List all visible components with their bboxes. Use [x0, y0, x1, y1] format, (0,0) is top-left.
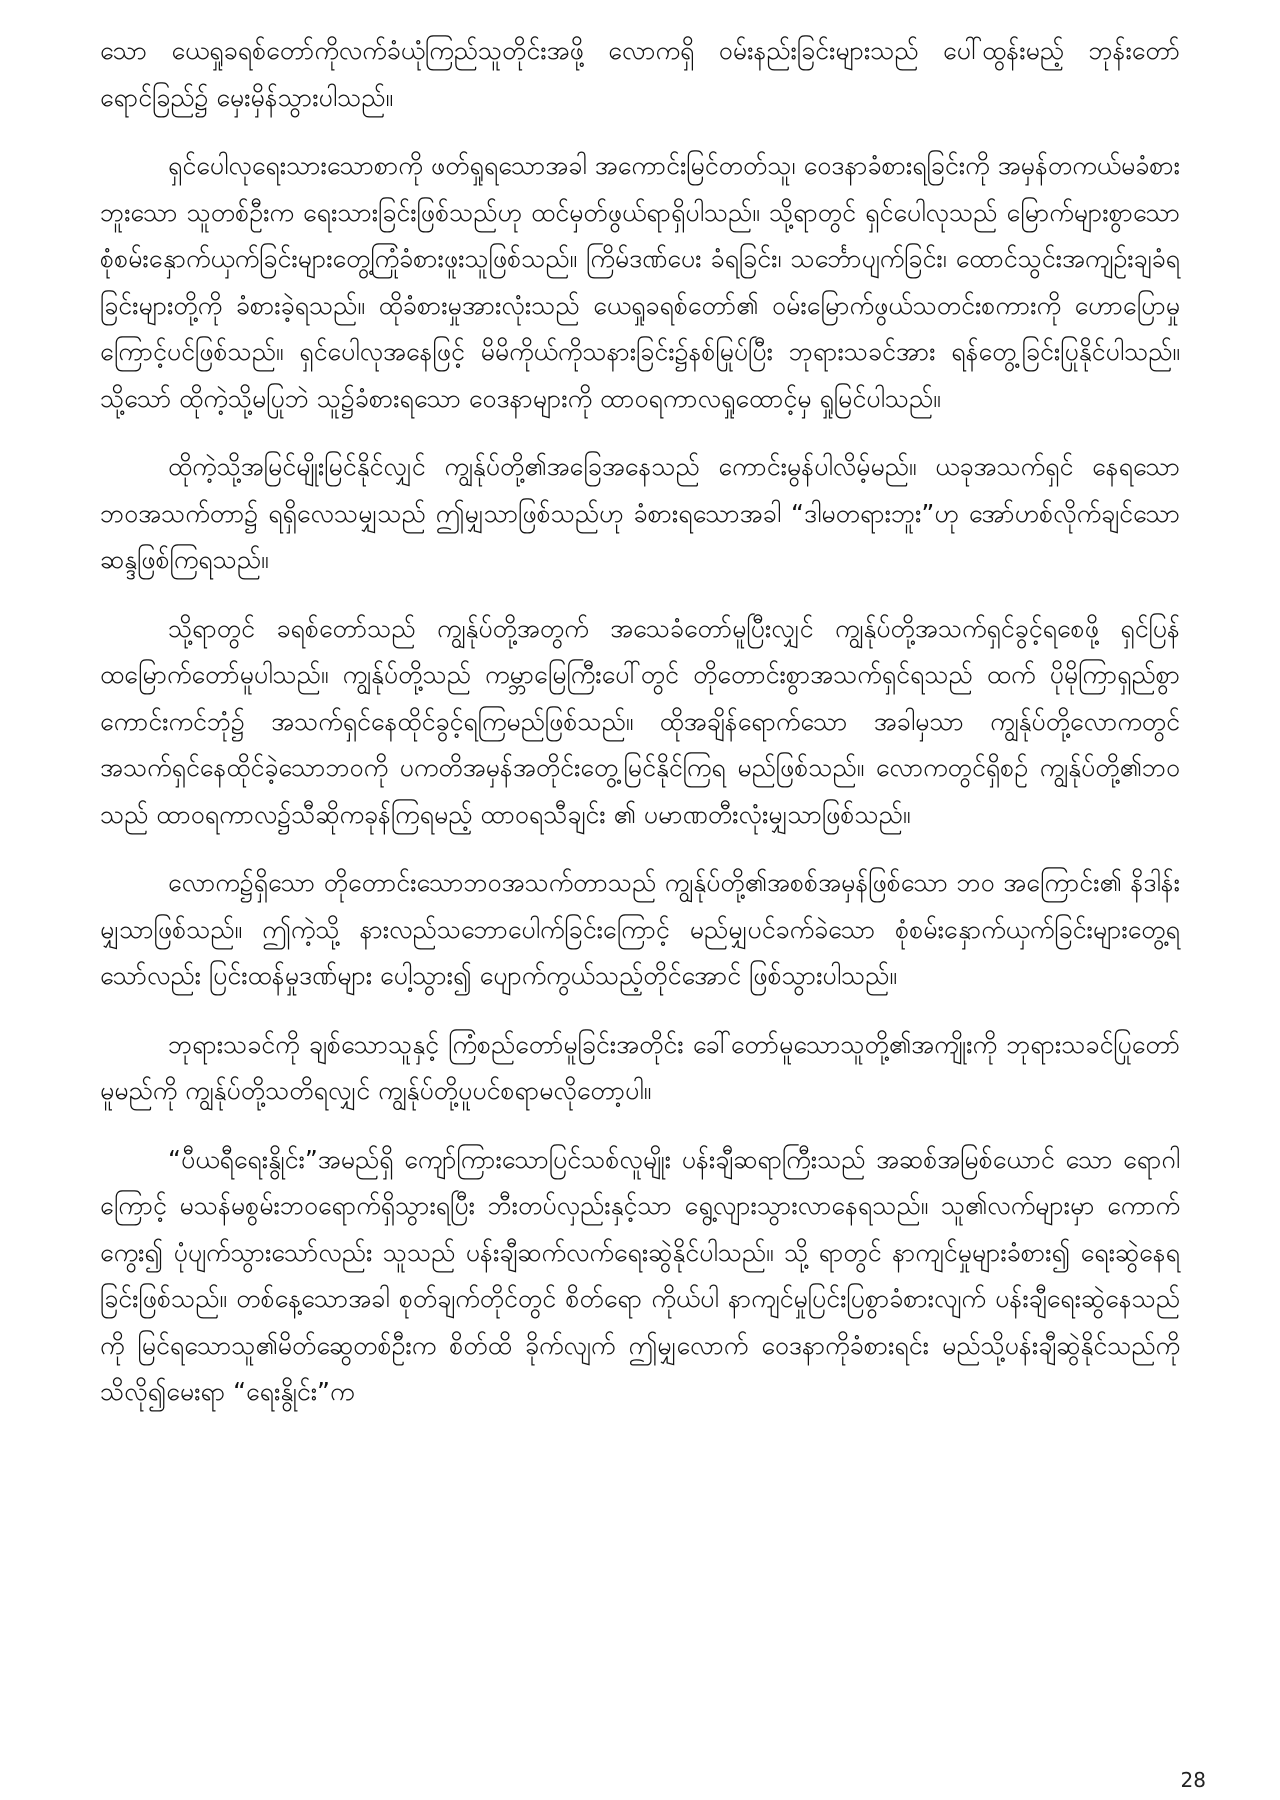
paragraph-6: ဘုရားသခင်ကို ချစ်သောသူနှင့် ကြံစည်တော်မူခြင်းအတိုင်း ခေါ်တော်မူသောသူတို့၏အကျိုးကို ဘုရားသခင်ပြုတော်မူမည်ကို ကျွန်ုပ်တို့သတိရလျှင် ကျွန်ုပ်တို့ပူပင်စရာမလိုတော့ပါ။: [100, 1029, 1180, 1105]
paragraph-4: သို့ရာတွင် ခရစ်တော်သည် ကျွန်ုပ်တို့အတွက် အသေခံတော်မူပြီးလျှင် ကျွန်ုပ်တို့အသက်ရှင်ခွင့်ရစေဖို့ ရှင်ပြန်ထမြောက်တော်မူပါသည်။ ကျွန်ုပ်တို့သည် ကမ္ဘာမြေကြီးပေါ်တွင် တိုတောင်းစွာအသက်ရှင်ရသည် ထက် ပိုမိုကြာရှည်စွာ ကောင်းကင်ဘုံ၌ အသက်ရှင်နေထိုင်ခွင့်ရကြမည်ဖြစ်သည်။ ထိုအချိန်ရောက်သော အခါမှသာ ကျွန်ုပ်တို့လောကတွင် အသက်ရှင်နေထိုင်ခဲ့သောဘဝကို ပကတိအမှန်အတိုင်းတွေ့မြင်နိုင်ကြရ မည်ဖြစ်သည်။ လောကတွင်ရှိစဉ် ကျွန်ုပ်တို့၏ဘဝသည် ထာဝရကာလ၌သီဆိုကခုန်ကြရမည့် ထာဝရသီချင်း ၏ ပမာဏတီးလုံးမျှသာဖြစ်သည်။: [100, 613, 1180, 829]
body-text: [100, 28, 1180, 1438]
paragraph-1: သော ယေရှုခရစ်တော်ကိုလက်ခံယုံကြည်သူတိုင်းအဖို့ လောကရှိ ဝမ်းနည်းခြင်းများသည် ပေါ်ထွန်းမည့် ဘုန်းတော်ရောင်ခြည်၌ မှေးမှိန်သွားပါသည်။: [100, 36, 1180, 112]
paragraph-7: “ပီယရီရေးနွိုင်း”အမည်ရှိ ကျော်ကြားသောပြင်သစ်လူမျိုး ပန်းချီဆရာကြီးသည် အဆစ်အမြစ်ယောင် သော ရောဂါကြောင့် မသန်မစွမ်းဘဝရောက်ရှိသွားရပြီး ဘီးတပ်လှည်းနှင့်သာ ရွေ့လျားသွားလာနေရသည်။ သူ၏လက်များမှာ ကောက်ကွေး၍ ပုံပျက်သွားသော်လည်း သူသည် ပန်းချီဆက်လက်ရေးဆွဲနိုင်ပါသည်။ သို့ ရာတွင် နာကျင်မှုများခံစား၍ ရေးဆွဲနေရခြင်းဖြစ်သည်။ တစ်နေ့သောအခါ စုတ်ချက်တိုင်တွင် စိတ်ရော ကိုယ်ပါ နာကျင်မှုပြင်းပြစွာခံစားလျက် ပန်းချီရေးဆွဲနေသည်ကို မြင်ရသောသူ၏မိတ်ဆွေတစ်ဦးက စိတ်ထိ ခိုက်လျက် ဤမျှလောက် ဝေဒနာကိုခံစားရင်း မည်သို့ပန်းချီဆွဲနိုင်သည်ကို သိလို၍မေးရာ “ရေးနွိုင်း”က: [100, 1144, 1180, 1406]
page-number: 28: [1180, 1768, 1206, 1792]
paragraph-2: ရှင်ပေါလုရေးသားသောစာကို ဖတ်ရှုရသောအခါ အကောင်းမြင်တတ်သူ၊ ဝေဒနာခံစားရခြင်းကို အမှန်တကယ်မခံစားဘူးသော သူတစ်ဦးက ရေးသားခြင်းဖြစ်သည်ဟု ထင်မှတ်ဖွယ်ရာရှိပါသည်။ သို့ရာတွင် ရှင်ပေါလုသည် မြောက်များစွာသော စုံစမ်းနှောက်ယှက်ခြင်းများတွေ့ကြုံခံစားဖူးသူဖြစ်သည်။ ကြိမ်ဒဏ်ပေး ခံရခြင်း၊ သင်္ဘောပျက်ခြင်း၊ ထောင်သွင်းအကျဉ်းချခံရခြင်းများတို့ကို ခံစားခဲ့ရသည်။ ထိုခံစားမှုအားလုံးသည် ယေရှုခရစ်တော်၏ ဝမ်းမြောက်ဖွယ်သတင်းစကားကို ဟောပြောမှုကြောင့်ပင်ဖြစ်သည်။ ရှင်ပေါလုအနေဖြင့် မိမိကိုယ်ကိုသနားခြင်း၌နစ်မြုပ်ပြီး ဘုရားသခင်အား ရန်တွေ့ခြင်းပြုနိုင်ပါသည်။ သို့သော် ထိုကဲ့သို့မပြုဘဲ သူ၌ခံစားရသော ဝေဒနာများကို ထာဝရကာလရှုထောင့်မှ ရှုမြင်ပါသည်။: [100, 151, 1180, 413]
paragraph-5: လောက၌ရှိသော တိုတောင်းသောဘဝအသက်တာသည် ကျွန်ုပ်တို့၏အစစ်အမှန်ဖြစ်သော ဘဝ အကြောင်း၏ နိဒါန်းမျှသာဖြစ်သည်။ ဤကဲ့သို့ နားလည်သဘောပေါက်ခြင်းကြောင့် မည်မျှပင်ခက်ခဲသော စုံစမ်းနှောက်ယှက်ခြင်းများတွေ့ရသော်လည်း ပြင်းထန်မှုဒဏ်များ ပေါ့သွား၍ ပျောက်ကွယ်သည့်တိုင်အောင် ဖြစ်သွားပါသည်။: [100, 868, 1180, 990]
paragraph-3: ထိုကဲ့သို့အမြင်မျိုးမြင်နိုင်လျှင် ကျွန်ုပ်တို့၏အခြေအနေသည် ကောင်းမွန်ပါလိမ့်မည်။ ယခုအသက်ရှင် နေရသော ဘဝအသက်တာ၌ ရရှိလေသမျှသည် ဤမျှသာဖြစ်သည်ဟု ခံစားရသောအခါ “ဒါမတရားဘူး”ဟု အော်ဟစ်လိုက်ချင်သော ဆန္ဒဖြစ်ကြရသည်။: [100, 452, 1180, 574]
